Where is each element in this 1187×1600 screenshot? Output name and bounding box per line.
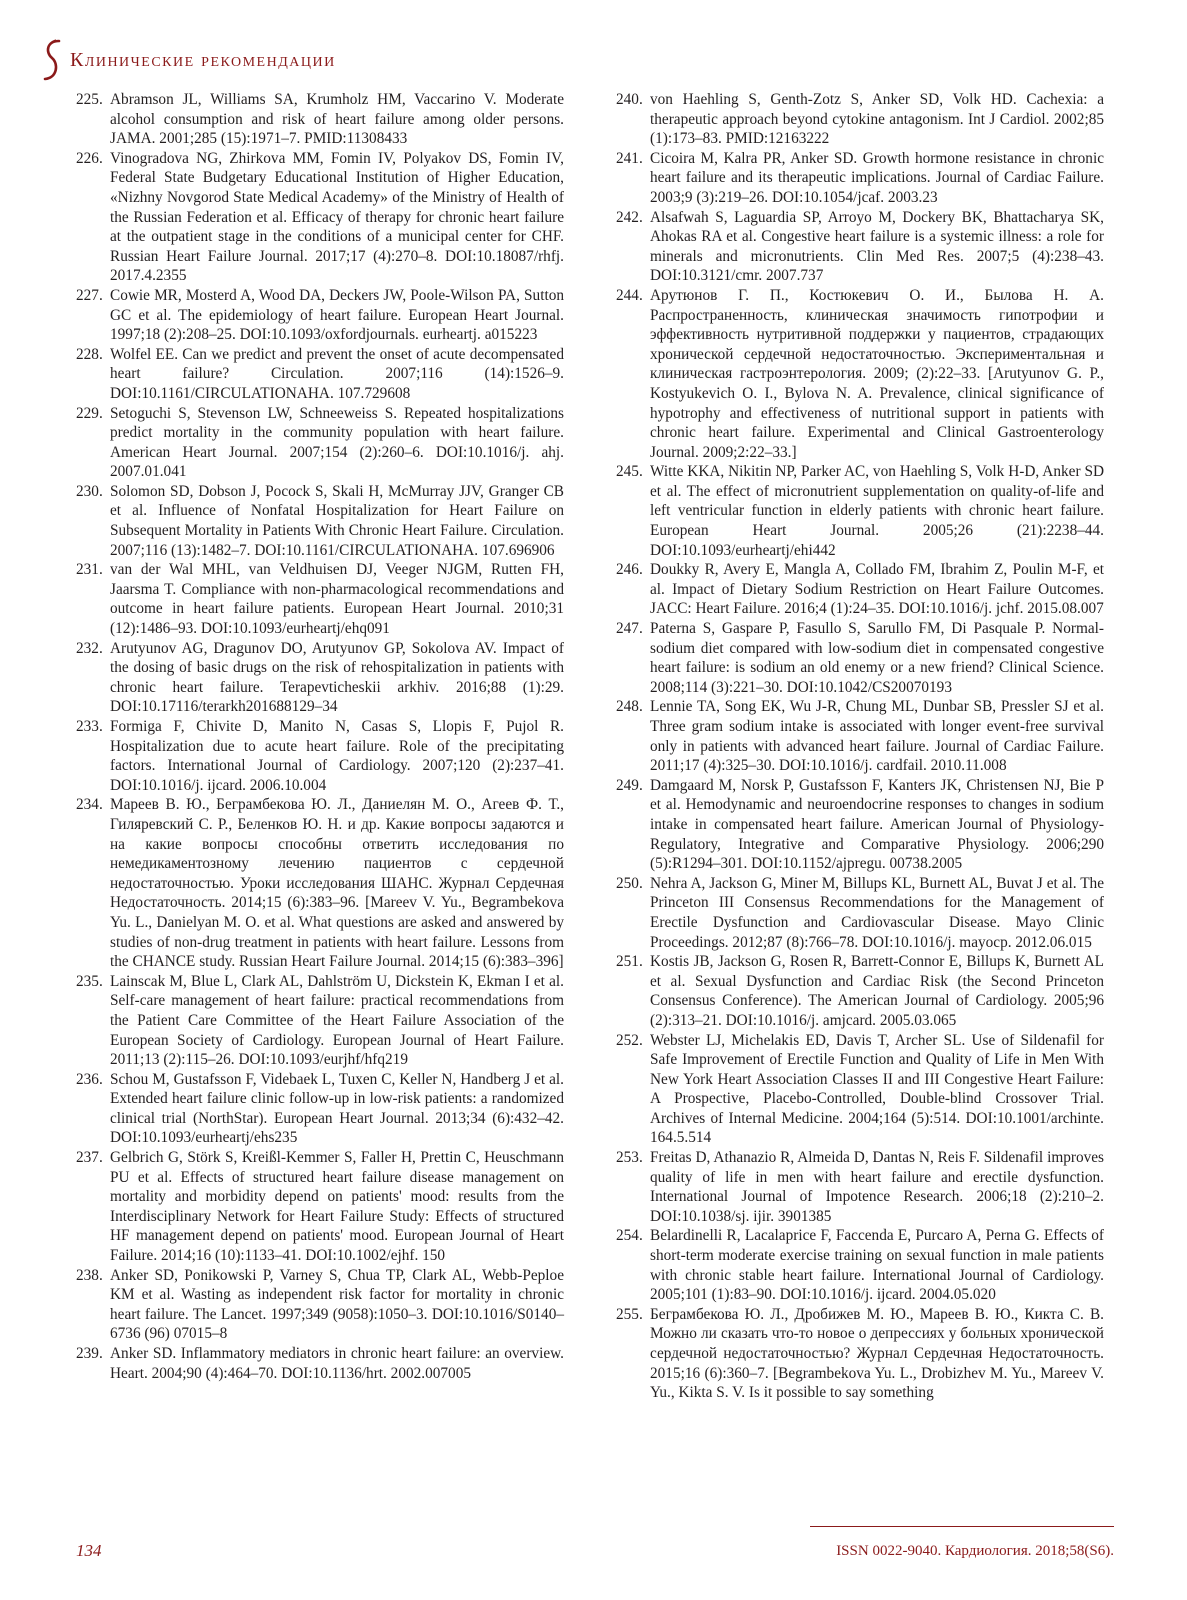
reference-item: [76, 1148, 564, 1266]
reference-text: Kostis JB, Jackson G, Rosen R, Barrett-Connor E, Billups K, Burnett AL et al. Sexual Dysfunction and Cardiac Risk (the Second Princeton Consensus Conference). The American Journal of Cardiology. 2005;96 (2):313–21. DOI:10.1016/j. amjcard. 2005.03.065: [650, 953, 1104, 1029]
reference-item: [616, 560, 1104, 619]
reference-number: 238.: [76, 1266, 103, 1284]
reference-text: von Haehling S, Genth-Zotz S, Anker SD, Volk HD. Cachexia: a therapeutic approach beyond cytokine antagonism. Int J Cardiol. 2002;85 (1):173–83. PMID:12163222: [650, 91, 1104, 148]
reference-item: [616, 697, 1104, 775]
reference-item: [616, 1305, 1104, 1403]
reference-text: Formiga F, Chivite D, Manito N, Casas S, Llopis F, Pujol R. Hospitalization due to acute heart failure. Role of the precipitating factors. International Journal of Cardiology. 2007;120 (2):237–41. DOI:10.1016/j. ijcard. 2006.10.004: [110, 718, 564, 794]
reference-item: [76, 1070, 564, 1148]
section-title: Клинические рекомендации: [70, 48, 336, 71]
reference-text: Alsafwah S, Laguardia SP, Arroyo M, Dockery BK, Bhattacharya SK, Ahokas RA et al. Congestive heart failure is a systemic illness: a role for minerals and micronutrients. Clin Med Res. 2007;5 (4):238–43. DOI:10.3121/cmr. 2007.737: [650, 208, 1104, 285]
reference-number: 239.: [76, 1345, 103, 1362]
reference-number: 254.: [616, 1227, 643, 1245]
reference-text: Lennie TA, Song EK, Wu J-R, Chung ML, Dunbar SB, Pressler SJ et al. Three gram sodium intake is associated with longer event-free survival only in patients with advanced heart failure. Journal of Cardiac Failure. 2011;17 (4):325–30. DOI:10.1016/j. cardfail. 2010.11.008: [650, 698, 1104, 775]
reference-number: 245.: [616, 463, 643, 481]
reference-number: 250.: [616, 874, 643, 892]
reference-text: Belardinelli R, Lacalaprice F, Faccenda E, Purcaro A, Perna G. Effects of short-term moderate exercise training on sexual function in male patients with chronic stable heart failure. International Journal of Cardiology. 2005;101 (1):83–90. DOI:10.1016/j. ijcard. 2004.05.020: [650, 1227, 1104, 1304]
reference-item: [76, 717, 564, 795]
reference-item: [76, 1266, 564, 1344]
reference-number: 232.: [76, 639, 103, 657]
reference-text: Vinogradova NG, Zhirkova MM, Fomin IV, Polyakov DS, Fomin IV, Federal State Budgetary Educational Institution of Higher Education, «Nizhny Novgorod State Medical Academy» of the Ministry of Health of the Russian Federation et al. Efficacy of therapy for chronic heart failure at the outpatient stage in the conditions of a municipal center for CHF. Russian Heart Failure Journal. 2017;17 (4):270–8. DOI:10.18087/rhfj. 2017.4.2355: [110, 149, 564, 285]
reference-number: 236.: [76, 1070, 103, 1088]
reference-number: 225.: [76, 91, 103, 108]
reference-number: 237.: [76, 1149, 103, 1167]
reference-number: 246.: [616, 561, 643, 579]
reference-number: 253.: [616, 1149, 643, 1167]
reference-item: [616, 776, 1104, 874]
reference-number: 233.: [76, 718, 103, 735]
reference-text: Freitas D, Athanazio R, Almeida D, Dantas N, Reis F. Sildenafil improves quality of life in men with heart failure and erectile dysfunction. International Journal of Impotence Research. 2006;18 (2):210–2. DOI:10.1038/sj. ijir. 3901385: [650, 1149, 1104, 1225]
reference-text: Arutyunov AG, Dragunov DO, Arutyunov GP, Sokolova AV. Impact of the dosing of basic drugs on the risk of rehospitalization in patients with chronic heart failure. Terapevticheskii arkhiv. 2016;88 (1):29. DOI:10.17116/terarkh201688129–34: [110, 639, 564, 716]
reference-number: 241.: [616, 149, 643, 167]
reference-item: [616, 149, 1104, 208]
reference-number: 255.: [616, 1305, 643, 1323]
reference-item: [616, 619, 1104, 697]
reference-text: Lainscak M, Blue L, Clark AL, Dahlström U, Dickstein K, Ekman I et al. Self-care management of heart failure: practical recommendations from the Patient Care Committee of the Heart Failure Association of the European Society of Cardiology. European Journal of Heart Failure. 2011;13 (2):115–26. DOI:10.1093/eurjhf/hfq219: [110, 972, 564, 1069]
reference-number: 247.: [616, 620, 643, 638]
reference-text: Anker SD, Ponikowski P, Varney S, Chua TP, Clark AL, Webb-Peploe KM et al. Wasting as independent risk factor for mortality in chronic heart failure. The Lancet. 1997;349 (9058):1050–3. DOI:10.1016/S0140–6736 (96) 07015–8: [110, 1266, 564, 1343]
reference-number: 226.: [76, 149, 103, 167]
journal-logo-icon: [40, 38, 66, 82]
reference-text: Doukky R, Avery E, Mangla A, Collado FM, Ibrahim Z, Poulin M-F, et al. Impact of Dietary Sodium Restriction on Heart Failure Outcomes. JACC: Heart Failure. 2016;4 (1):24–35. DOI:10.1016/j. jchf. 2015.08.007: [650, 561, 1104, 618]
reference-number: 248.: [616, 698, 643, 716]
reference-item: [76, 404, 564, 482]
reference-text: Wolfel EE. Can we predict and prevent the onset of acute decompensated heart failure? Circulation. 2007;116 (14):1526–9. DOI:10.1161/CIRCULATIONAHA. 107.729608: [110, 345, 564, 402]
reference-number: 251.: [616, 953, 643, 971]
reference-item: [76, 286, 564, 345]
reference-item: [616, 286, 1104, 462]
reference-item: [76, 482, 564, 560]
reference-text: Webster LJ, Michelakis ED, Davis T, Archer SL. Use of Sildenafil for Safe Improvement of Erectile Function and Quality of Life in Men With New York Heart Association Classes II and III Congestive Heart Failure: A Prospective, Placebo-Controlled, Double-blind Crossover Trial. Archives of Internal Medicine. 2004;164 (5):514. DOI:10.1001/archinte. 164.5.514: [650, 1031, 1104, 1147]
reference-number: 240.: [616, 91, 643, 108]
reference-number: 231.: [76, 561, 103, 579]
reference-item: [616, 1226, 1104, 1304]
reference-number: 230.: [76, 482, 103, 500]
references-left-column: [76, 90, 564, 1383]
page-number: 134: [76, 1541, 102, 1560]
reference-item: [616, 462, 1104, 560]
reference-number: 228.: [76, 345, 103, 363]
reference-item: [76, 560, 564, 638]
reference-text: Abramson JL, Williams SA, Krumholz HM, Vaccarino V. Moderate alcohol consumption and risk of heart failure among older persons. JAMA. 2001;285 (15):1971–7. PMID:11308433: [110, 91, 564, 148]
reference-number: 252.: [616, 1031, 643, 1049]
reference-item: [76, 639, 564, 717]
reference-text: Solomon SD, Dobson J, Pocock S, Skali H, McMurray JJV, Granger CB et al. Influence of Nonfatal Hospitalization for Heart Failure on Subsequent Mortality in Patients With Chronic Heart Failure. Circulation. 2007;116 (13):1482–7. DOI:10.1161/CIRCULATIONAHA. 107.696906: [110, 482, 564, 559]
reference-item: [616, 1031, 1104, 1149]
reference-item: [76, 345, 564, 404]
reference-text: Мареев В. Ю., Беграмбекова Ю. Л., Даниелян М. О., Агеев Ф. Т., Гиляревский С. Р., Беленков Ю. Н. и др. Какие вопросы задаются и на какие вопросы способны ответить исследования по немедикаментозному лечению пациентов с сердечной недостаточностью. Уроки исследования ШАНС. Журнал Сердечная Недостаточность. 2014;15 (6):383–96. [Mareev V. Yu., Begrambekova Yu. L., Danielyan M. O. et al. What questions are asked and answered by studies of non-drug treatment in patients with heart failure. Lessons from the CHANCE study. Russian Heart Failure Journal. 2014;15 (6):383–396]: [110, 796, 564, 971]
reference-item: [616, 1148, 1104, 1226]
reference-text: Арутюнов Г. П., Костюкевич О. И., Былова Н. А. Распространенность, клиническая значимость гипотрофии и эффективность нутритивной поддержки у пациентов, страдающих хронической сердечной недостаточностью. Экспериментальная и клиническая гастроэнтерология. 2009; (2):22–33. [Arutyunov G. P., Kostyukevich O. I., Bylova N. A. Prevalence, clinical significance of hypotrophy and effectiveness of nutritional support in patients with chronic heart failure. Experimental and Clinical Gastroenterology Journal. 2009;2:22–33.]: [650, 286, 1104, 461]
reference-number: 249.: [616, 776, 643, 794]
reference-text: Беграмбекова Ю. Л., Дробижев М. Ю., Мареев В. Ю., Кикта С. В. Можно ли сказать что-то новое о депрессиях у больных хронической сердечной недостаточностью? Журнал Сердечная Недостаточность. 2015;16 (6):360–7. [Begrambekova Yu. L., Drobizhev M. Yu., Mareev V. Yu., Kikta S. V. Is it possible to say something: [650, 1305, 1104, 1402]
reference-number: 234.: [76, 796, 103, 814]
reference-text: Witte KKA, Nikitin NP, Parker AC, von Haehling S, Volk H-D, Anker SD et al. The effect of micronutrient supplementation on quality-of-life and left ventricular function in elderly patients with chronic heart failure. European Heart Journal. 2005;26 (21):2238–44. DOI:10.1093/eurheartj/ehi442: [650, 463, 1104, 559]
reference-text: van der Wal MHL, van Veldhuisen DJ, Veeger NJGM, Rutten FH, Jaarsma T. Compliance with non-pharmacological recommendations and outcome in heart failure patients. European Heart Journal. 2010;31 (12):1486–93. DOI:10.1093/eurheartj/ehq091: [110, 561, 564, 638]
reference-text: Anker SD. Inflammatory mediators in chronic heart failure: an overview. Heart. 2004;90 (4):464–70. DOI:10.1136/hrt. 2002.007005: [110, 1345, 564, 1382]
reference-item: [76, 149, 564, 286]
reference-item: [616, 208, 1104, 286]
reference-item: [616, 952, 1104, 1030]
reference-number: 244.: [616, 286, 643, 304]
reference-text: Cicoira M, Kalra PR, Anker SD. Growth hormone resistance in chronic heart failure and its therapeutic implications. Journal of Cardiac Failure. 2003;9 (3):219–26. DOI:10.1054/jcaf. 2003.23: [650, 149, 1104, 206]
reference-text: Nehra A, Jackson G, Miner M, Billups KL, Burnett AL, Buvat J et al. The Princeton III Consensus Recommendations for the Management of Erectile Dysfunction and Cardiovascular Disease. Mayo Clinic Proceedings. 2012;87 (8):766–78. DOI:10.1016/j. mayocp. 2012.06.015: [650, 874, 1104, 951]
reference-text: Damgaard M, Norsk P, Gustafsson F, Kanters JK, Christensen NJ, Bie P et al. Hemodynamic and neuroendocrine responses to changes in sodium intake in compensated heart failure. American Journal of Physiology-Regulatory, Integrative and Comparative Physiology. 2006;290 (5):R1294–301. DOI:10.1152/ajpregu. 00738.2005: [650, 776, 1104, 873]
reference-text: Setoguchi S, Stevenson LW, Schneeweiss S. Repeated hospitalizations predict mortality in the community population with heart failure. American Heart Journal. 2007;154 (2):260–6. DOI:10.1016/j. ahj. 2007.01.041: [110, 404, 564, 481]
reference-item: [76, 1344, 564, 1383]
reference-number: 235.: [76, 972, 103, 990]
reference-text: Paterna S, Gaspare P, Fasullo S, Sarullo FM, Di Pasquale P. Normal-sodium diet compared with low-sodium diet in compensated congestive heart failure: is sodium an old enemy or a new friend? Clinical Science. 2008;114 (3):221–30. DOI:10.1042/CS20070193: [650, 620, 1104, 696]
reference-item: [76, 90, 564, 149]
reference-number: 229.: [76, 404, 103, 422]
reference-text: Cowie MR, Mosterd A, Wood DA, Deckers JW, Poole-Wilson PA, Sutton GC et al. The epidemiology of heart failure. European Heart Journal. 1997;18 (2):208–25. DOI:10.1093/oxfordjournals. eurheartj. a015223: [110, 286, 564, 344]
journal-citation: ISSN 0022-9040. Кардиология. 2018;58(S6).: [836, 1543, 1114, 1559]
reference-item: [76, 972, 564, 1070]
reference-item: [76, 795, 564, 971]
reference-text: Gelbrich G, Störk S, Kreißl-Kemmer S, Faller H, Prettin C, Heuschmann PU et al. Effects of structured heart failure disease management on mortality and morbidity depend on patients' mood: results from the Interdisciplinary Network for Heart Failure Study: Effects of structured HF management depend on patients' mood. European Journal of Heart Failure. 2014;16 (10):1133–41. DOI:10.1002/ejhf. 150: [110, 1149, 564, 1265]
footer-divider: [810, 1526, 1114, 1527]
reference-item: [616, 874, 1104, 952]
references-right-column: [616, 90, 1104, 1403]
reference-number: 227.: [76, 286, 103, 304]
reference-item: [616, 90, 1104, 149]
page-header: [40, 38, 336, 82]
reference-number: 242.: [616, 208, 643, 226]
reference-text: Schou M, Gustafsson F, Videbaek L, Tuxen C, Keller N, Handberg J et al. Extended heart failure clinic follow-up in low-risk patients: a randomized clinical trial (NorthStar). European Heart Journal. 2013;34 (6):432–42. DOI:10.1093/eurheartj/ehs235: [110, 1070, 564, 1147]
